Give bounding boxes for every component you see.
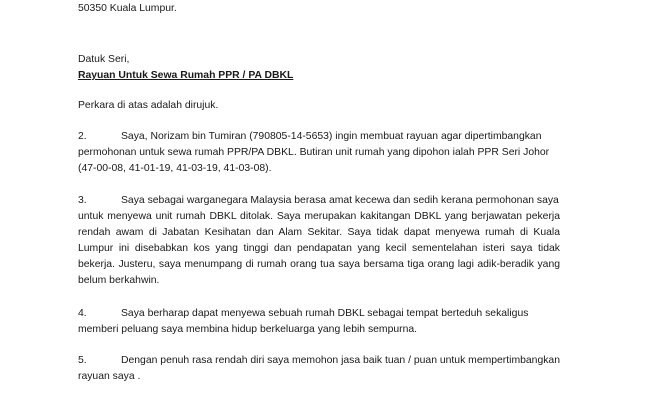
paragraph-number: 5.: [78, 355, 87, 366]
paragraph-first-line: Saya, Norizam bin Tumiran (790805-14-5653) ingin membuat rayuan agar dipertimbangkan: [121, 131, 542, 142]
paragraph-number: 4.: [78, 308, 87, 319]
paragraph-line: (47-00-08, 41-01-19, 41-03-19, 41-03-08).: [78, 163, 272, 174]
paragraph-line: Lumpur ini disebabkan kos yang tinggi dan pendapatan yang kecil sementelahan isteri saya tidak: [78, 243, 560, 254]
paragraph-line: belum berkahwin.: [78, 275, 160, 286]
salutation: Datuk Seri,: [78, 54, 130, 65]
paragraph-number: 2.: [78, 131, 87, 142]
paragraph-line: bekerja. Justeru, saya menumpang di rumah orang tua saya bersama tiga orang lagi adik-beradik yang: [78, 259, 560, 270]
address-line: 50350 Kuala Lumpur.: [78, 3, 177, 14]
paragraph-number: 3.: [78, 195, 87, 206]
paragraph-first-line: Saya berharap dapat menyewa sebuah rumah DBKL sebagai tempat berteduh sekaligus: [121, 308, 529, 319]
subject-heading: Rayuan Untuk Sewa Rumah PPR / PA DBKL: [78, 70, 294, 81]
paragraph-line: rayuan saya .: [78, 371, 141, 382]
paragraph-first-line: Dengan penuh rasa rendah diri saya memohon jasa baik tuan / puan untuk mempertimbangkan: [121, 355, 560, 366]
intro-line: Perkara di atas adalah dirujuk.: [78, 100, 219, 111]
paragraph-line: untuk menyewa unit rumah DBKL ditolak. Saya merupakan kakitangan DBKL yang berjawatan pekerja: [78, 211, 560, 222]
paragraph-line: rendah awam di Jabatan Kesihatan dan Alam Sekitar. Saya tidak dapat menyewa rumah di Kuala: [78, 227, 560, 238]
paragraph-first-line: Saya sebagai warganegara Malaysia berasa amat kecewa dan sedih kerana permohonan saya: [121, 195, 559, 206]
paragraph-line: memberi peluang saya membina hidup berkeluarga yang lebih sempurna.: [78, 324, 418, 335]
paragraph-line: permohonan untuk sewa rumah PPR/PA DBKL. Butiran unit rumah yang dipohon ialah PPR Seri Johor: [78, 147, 550, 158]
